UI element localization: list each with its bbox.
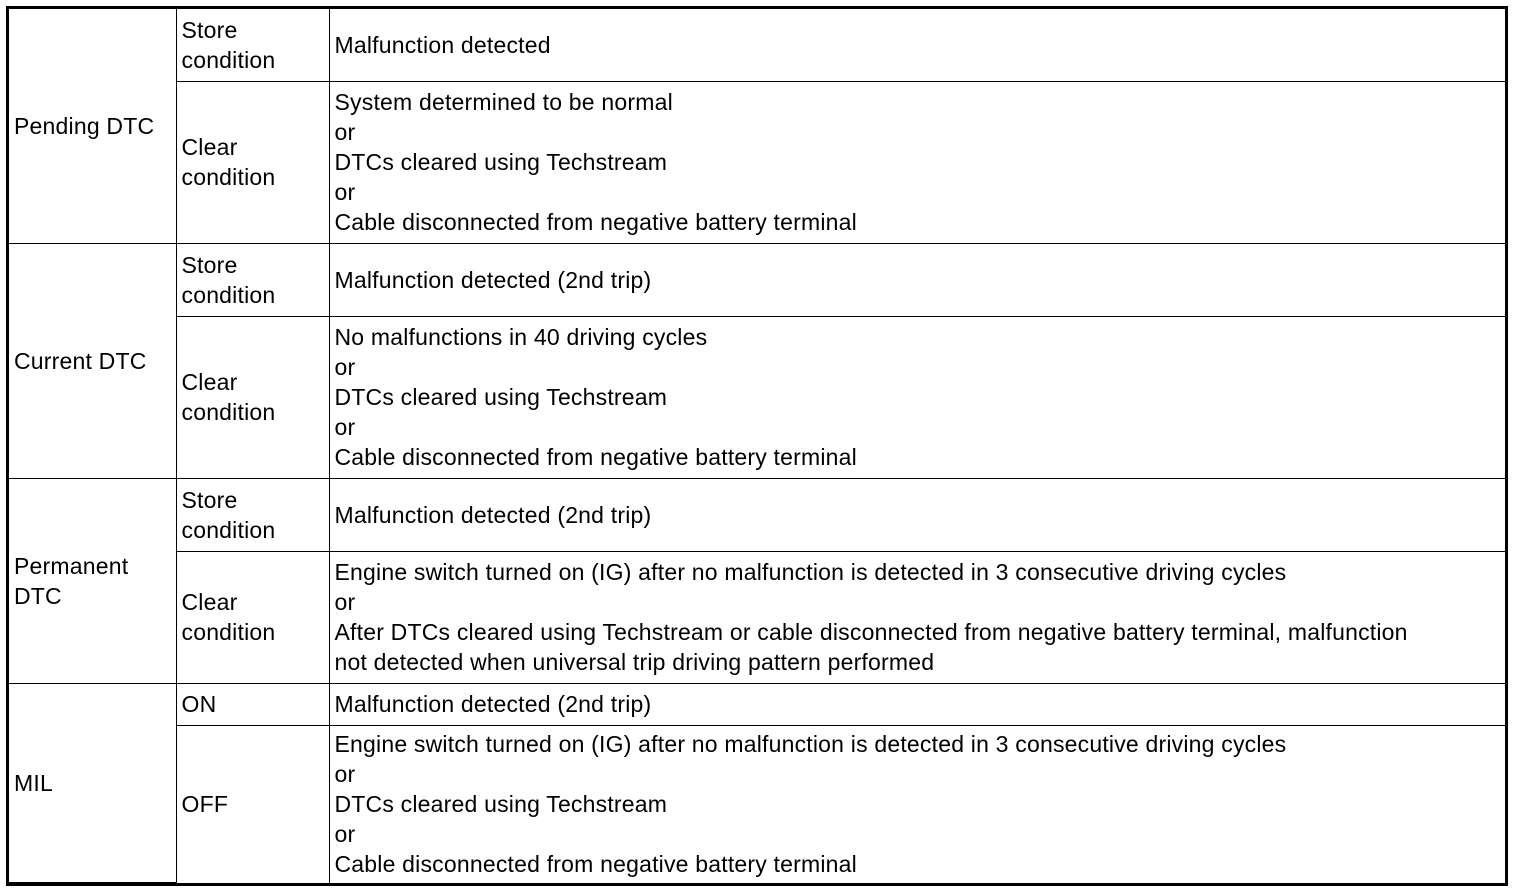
condition-cell <box>176 81 329 243</box>
table-row <box>9 683 1505 725</box>
condition-label: condition <box>181 619 276 645</box>
dtc-table-frame <box>6 6 1508 886</box>
description-line: or <box>334 761 356 787</box>
table-row <box>9 725 1505 883</box>
description-line: Malfunction detected (2nd trip) <box>334 266 652 293</box>
description-line: Cable disconnected from negative battery terminal <box>334 444 857 470</box>
condition-label: condition <box>181 164 276 190</box>
description-line: Malfunction detected (2nd trip) <box>334 501 652 528</box>
category-cell-current-dtc <box>9 243 176 478</box>
description-line: not detected when universal trip driving pattern performed <box>334 649 935 675</box>
condition-label: condition <box>181 399 276 425</box>
description-line: No malfunctions in 40 driving cycles <box>334 324 708 350</box>
table-row <box>9 9 1505 81</box>
description-line: After DTCs cleared using Techstream or cable disconnected from negative battery terminal, malfunction <box>334 619 1408 645</box>
category-cell-permanent-dtc <box>9 478 176 683</box>
description-line: or <box>334 589 356 615</box>
category-cell-pending-dtc <box>9 9 176 243</box>
description-cell <box>329 725 1505 883</box>
description-line: Malfunction detected (2nd trip) <box>334 691 652 717</box>
description-line: Engine switch turned on (IG) after no malfunction is detected in 3 consecutive driving cycles <box>334 559 1287 585</box>
condition-cell <box>176 9 329 81</box>
description-line: or <box>334 354 356 380</box>
condition-cell <box>176 316 329 478</box>
description-line: or <box>334 821 356 847</box>
condition-label: condition <box>181 281 276 308</box>
description-line: Engine switch turned on (IG) after no malfunction is detected in 3 consecutive driving cycles <box>334 731 1287 757</box>
condition-label: ON <box>181 691 217 717</box>
condition-label: condition <box>181 46 276 73</box>
description-line: DTCs cleared using Techstream <box>334 384 668 410</box>
category-cell-mil <box>9 683 176 883</box>
description-line: or <box>334 119 356 145</box>
description-cell <box>329 316 1505 478</box>
description-line: Cable disconnected from negative battery terminal <box>334 851 857 877</box>
condition-label: Clear <box>181 369 238 395</box>
table-row <box>9 551 1505 683</box>
description-line: DTCs cleared using Techstream <box>334 791 668 817</box>
condition-label: Clear <box>181 134 238 160</box>
description-line: or <box>334 414 356 440</box>
description-line: DTCs cleared using Techstream <box>334 149 668 175</box>
condition-label: Store <box>181 251 238 278</box>
category-label: MIL <box>14 769 53 796</box>
description-cell <box>329 551 1505 683</box>
description-cell <box>329 683 1505 725</box>
category-label: Current DTC <box>14 347 147 374</box>
condition-label: OFF <box>181 791 229 817</box>
table-row <box>9 81 1505 243</box>
dtc-conditions-table <box>9 9 1505 883</box>
condition-cell <box>176 243 329 316</box>
condition-label: Clear <box>181 589 238 615</box>
description-line: Cable disconnected from negative battery terminal <box>334 209 857 235</box>
description-line: Malfunction detected <box>334 31 551 58</box>
condition-cell <box>176 551 329 683</box>
description-cell <box>329 9 1505 81</box>
description-cell <box>329 243 1505 316</box>
table-row <box>9 243 1505 316</box>
description-cell <box>329 478 1505 551</box>
table-row <box>9 316 1505 478</box>
category-label: Pending DTC <box>14 112 155 139</box>
condition-cell <box>176 683 329 725</box>
category-label: Permanent <box>14 552 129 579</box>
condition-cell <box>176 725 329 883</box>
condition-cell <box>176 478 329 551</box>
condition-label: Store <box>181 486 238 513</box>
condition-label: Store <box>181 16 238 43</box>
table-row <box>9 478 1505 551</box>
description-cell <box>329 81 1505 243</box>
description-line: or <box>334 179 356 205</box>
category-label: DTC <box>14 582 62 609</box>
description-line: System determined to be normal <box>334 89 673 115</box>
condition-label: condition <box>181 516 276 543</box>
